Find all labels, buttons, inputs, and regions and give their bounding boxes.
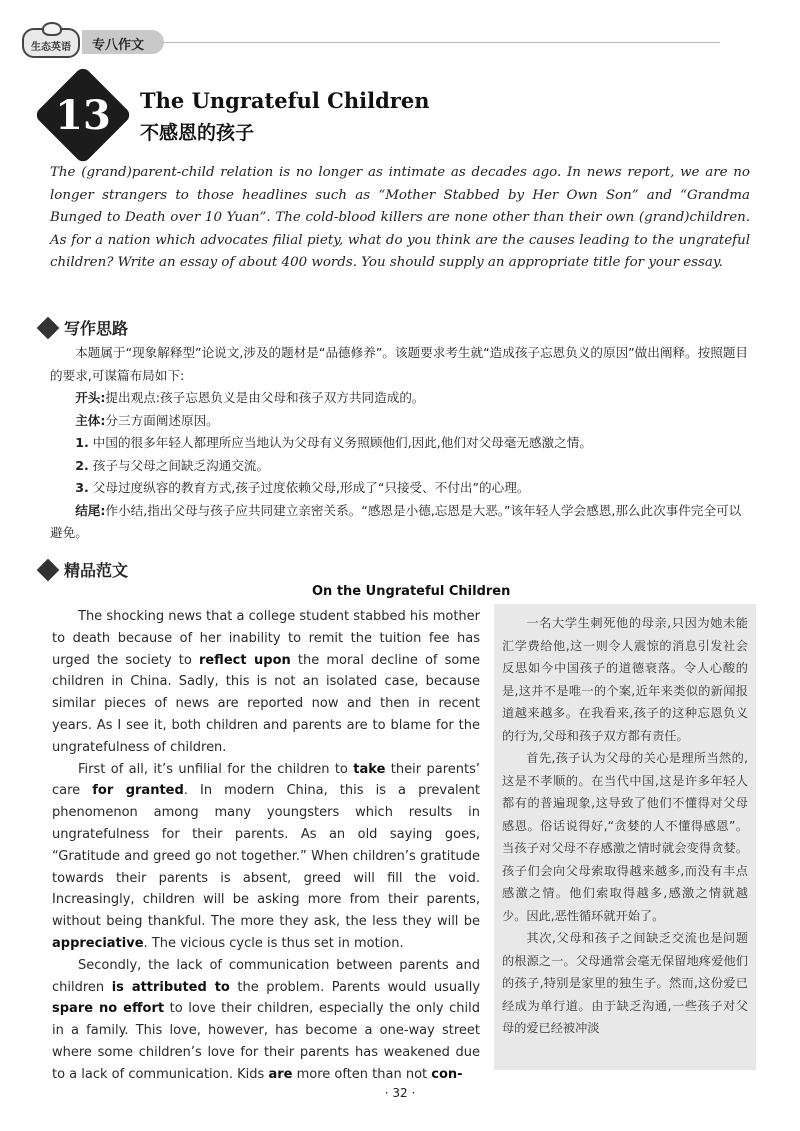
page-number: · 32 · xyxy=(384,1086,416,1100)
section-heading-text: 精品范文 xyxy=(64,561,129,580)
essay-prompt: The (grand)parent-child relation is no longer as intimate as decades ago. In news report, we are no longer strangers to those headlines such as “Mother Stabbed by Her Own Son” and “Grandma Bunged to Death over 10 Yuan”. The cold-blood killers are none other than their own (grand)children. As for a nation which advocates filial piety, what do you think are the causes leading to the ungrateful children? Write an essay of about 400 words. You should supply an appropriate title for your essay. xyxy=(50,165,750,270)
model-paragraph-1: The shocking news that a college student stabbed his mother to death because of her inability to remit the tuition fee has urged the society to reflect upon the moral decline of some children in China. Sadly, this is not an isolated case, because similar pieces of news are reported now and then in recent years. As I see it, both children and parents are to blame for the ungratefulness of children. xyxy=(52,609,481,755)
model-essay-chinese-translation xyxy=(494,604,756,1070)
header-divider xyxy=(160,42,720,43)
diamond-bullet-icon xyxy=(37,558,60,581)
translation-paragraph-1: 一名大学生刺死他的母亲,只因为她未能汇学费给他,这一则令人震惊的消息引发社会反思如今中国孩子的道德衰落。令人心酸的是,这并不是唯一的个案,近年来类似的新闻报道越来越多。在我看来,孩子的这种忘恩负义的行为,父母和孩子双方都有责任。 xyxy=(502,616,748,743)
brand-logo xyxy=(22,28,80,58)
translation-paragraph-2: 首先,孩子认为父母的关心是理所当然的,这是不孝顺的。在当代中国,这是许多年轻人都有的普遍现象,这导致了他们不懂得对父母感恩。俗话说得好,“贪婪的人不懂得感恩”。当孩子对父母不存感激之情时就会变得贪婪。孩子们会向父母索取得越来越多,而没有丰点感激之情。他们索取得越多,感激之情就越少。因此,恶性循环就开始了。 xyxy=(502,751,748,923)
section-heading-model-essay xyxy=(40,558,128,581)
outline-point-1: 1. 中国的很多年轻人都理所应当地认为父母有义务照顾他们,因此,他们对父母毫无感激之情。 xyxy=(75,435,592,450)
frog-icon xyxy=(42,22,62,36)
outline-ending: 结尾:作小结,指出父母与孩子应共同建立亲密关系。“感恩是小德,忘恩是大恶。”该年轻人学会感恩,那么此次事件完全可以避免。 xyxy=(50,502,742,540)
model-paragraph-2: First of all, it’s unfilial for the children to take their parents’ care for granted. In modern China, this is a prevalent phenomenon among many youngsters which results in ungratefulness for their parents. As an old saying goes, “Gratitude and greed go not together.” When children’s gratitude towards their parents is absent, greed will fill the void. Increasingly, children will be asking more from their parents, without being thankful. The more they ask, the less they will be appreciative. The vicious cycle is thus set in motion. xyxy=(52,761,481,951)
outline-point-3: 3. 父母过度纵容的教育方式,孩子过度依赖父母,形成了“只接受、不付出”的心理。 xyxy=(75,480,530,495)
section-heading-writing-ideas xyxy=(40,316,128,339)
section-tag: 专八作文 xyxy=(82,30,164,54)
section-heading-text: 写作思路 xyxy=(64,319,129,338)
diamond-bullet-icon xyxy=(37,316,60,339)
outline-point-2: 2. 孩子与父母之间缺乏沟通交流。 xyxy=(75,457,270,473)
outline-intro: 本题属于“现象解释型”论说文,涉及的题材是“品德修养”。该题要求考生就“造成孩子忘恩负义的原因”做出阐释。按照题目的要求,可谋篇布局如下: xyxy=(50,345,749,383)
model-paragraph-3: Secondly, the lack of communication between parents and children is attributed to the problem. Parents would usually spare no effort to love their children, especially the only child in a family. This love, however, has become a one-way street where some children’s love for their parents has weakened due to a lack of communication. Kids are more often than not con- xyxy=(52,957,481,1082)
essay-number: 13 xyxy=(55,91,111,139)
model-essay-title: On the Ungrateful Children xyxy=(312,584,511,599)
outline-opening: 开头:提出观点:孩子忘恩负义是由父母和孩子双方共同造成的。 xyxy=(75,390,425,405)
translation-paragraph-3: 其次,父母和孩子之间缺乏交流也是问题的根源之一。父母通常会毫无保留地疼爱他们的孩子,特别是家里的独生子。然而,这份爱已经成为单行道。由于缺乏沟通,一些孩子对父母的爱已经被冲淡 xyxy=(502,931,748,1035)
essay-title-en: The Ungrateful Children xyxy=(140,88,430,113)
logo-text: 生态英语 xyxy=(31,42,71,53)
essay-title-cn: 不感恩的孩子 xyxy=(140,122,255,144)
outline-body: 主体:分三方面阐述原因。 xyxy=(75,412,219,428)
model-essay-english xyxy=(52,606,480,1086)
writing-outline xyxy=(50,342,750,545)
